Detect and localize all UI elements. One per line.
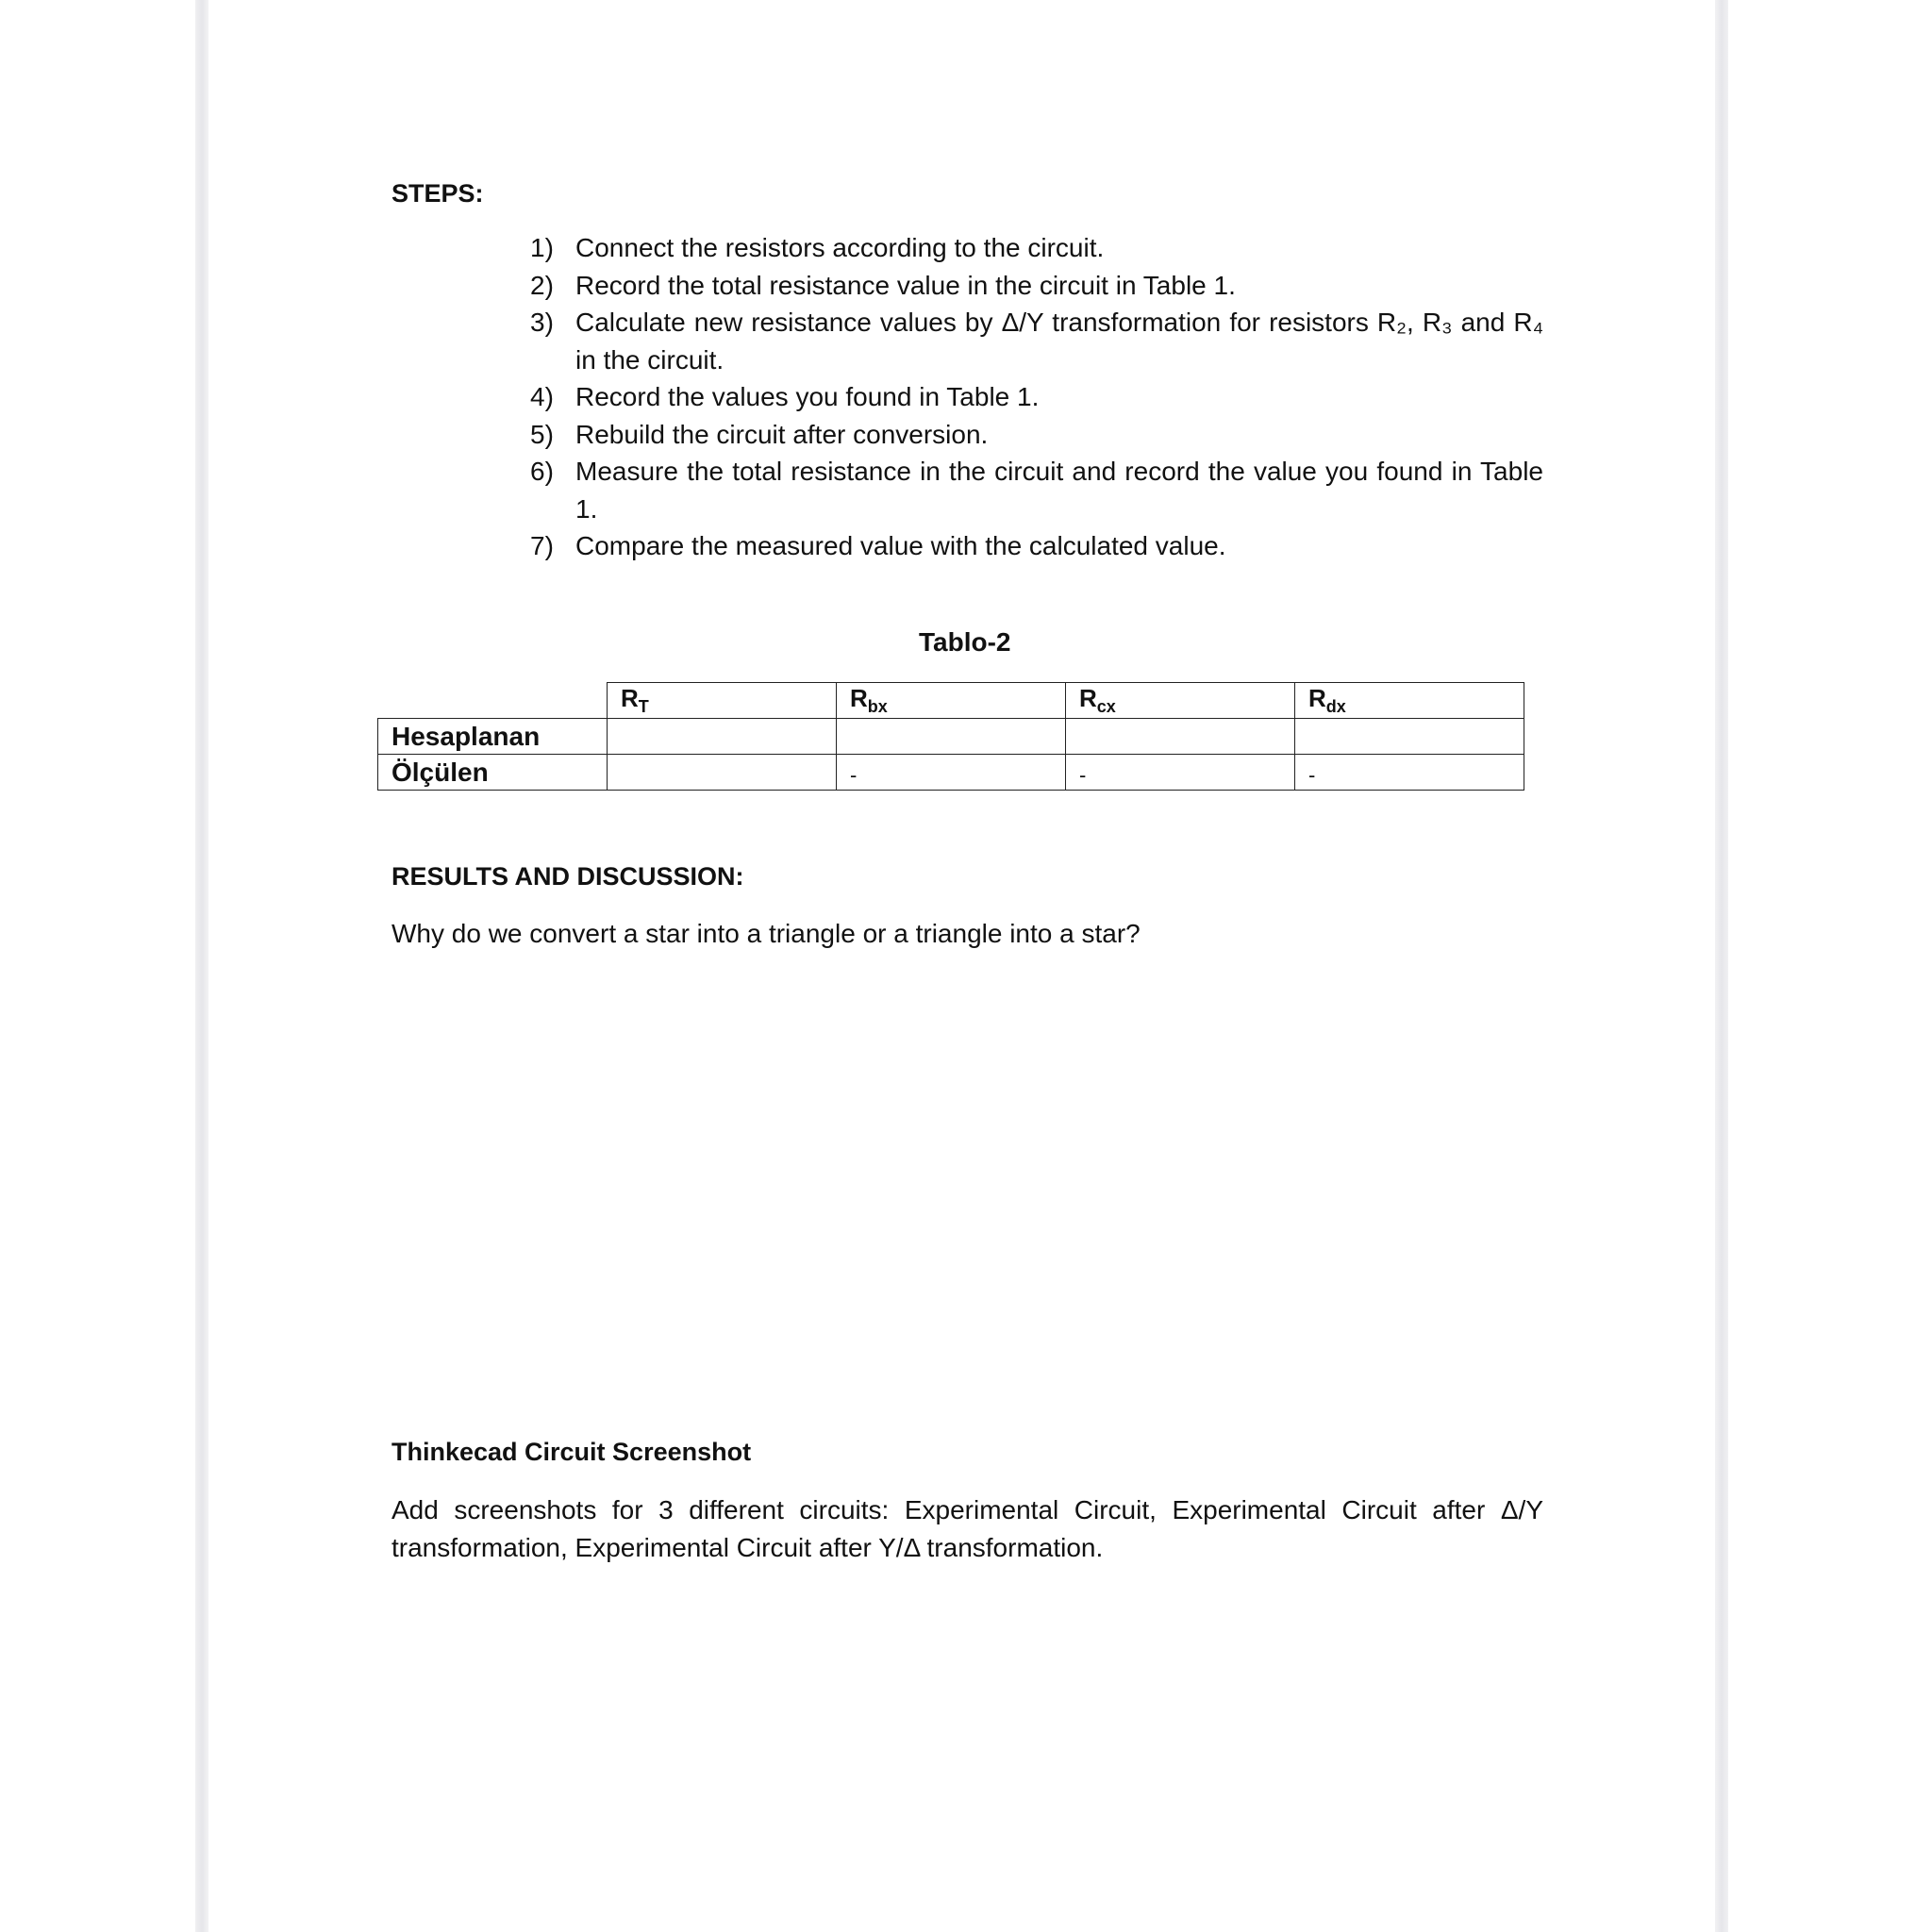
table-row (378, 719, 1524, 755)
table-corner-cell (378, 683, 608, 719)
step-text: Record the values you found in Table 1. (575, 382, 1040, 411)
step-number: 6) (530, 457, 554, 486)
step-number: 4) (530, 382, 554, 411)
column-header-rt: $R_T$ (608, 683, 837, 719)
list-item (515, 267, 1543, 305)
page-right-margin (1715, 0, 1728, 1932)
page-left-margin (195, 0, 208, 1932)
column-header-rdx: $R_{dx}$ (1295, 683, 1524, 719)
screenshot-section-heading: Thinkecad Circuit Screenshot (391, 1438, 752, 1466)
table-cell[interactable] (608, 719, 837, 755)
list-item (515, 378, 1543, 416)
list-item (515, 229, 1543, 267)
step-number: 1) (530, 233, 554, 262)
screenshot-instructions: Add screenshots for 3 different circuits: Experimental Circuit, Experimental Circuit after Δ/Y transformation, Experimental Circuit after Y/Δ transformation. (391, 1495, 1543, 1562)
table-cell[interactable] (837, 719, 1066, 755)
table-cell: - (1295, 755, 1524, 791)
steps-list (515, 229, 1543, 565)
steps-heading: STEPS: (391, 179, 484, 208)
step-number: 2) (530, 270, 554, 300)
table-cell[interactable] (608, 755, 837, 791)
step-text: Record the total resistance value in the circuit in Table 1. (575, 270, 1236, 300)
discussion-question: Why do we convert a star into a triangle or a triangle into a star? (391, 919, 1141, 948)
list-item (515, 416, 1543, 454)
results-table (377, 682, 1524, 791)
row-label-hesaplanan: Hesaplanan (378, 719, 608, 755)
step-text: Measure the total resistance in the circuit and record the value you found in Table 1. (575, 457, 1543, 524)
table-cell[interactable] (1066, 719, 1295, 755)
list-item (515, 453, 1543, 527)
table-row (378, 755, 1524, 791)
list-item (515, 527, 1543, 565)
table-caption: Tablo-2 (919, 627, 1011, 657)
list-item (515, 304, 1543, 378)
step-number: 3) (530, 308, 554, 337)
column-header-rcx: $R_{cx}$ (1066, 683, 1295, 719)
table-cell[interactable] (1295, 719, 1524, 755)
step-number: 7) (530, 531, 554, 560)
row-label-olculen: Ölçülen (378, 755, 608, 791)
step-text: Rebuild the circuit after conversion. (575, 419, 989, 449)
table-cell: - (837, 755, 1066, 791)
results-heading: RESULTS AND DISCUSSION: (391, 862, 744, 891)
table-header-row (378, 683, 1524, 719)
step-text: Calculate new resistance values by Δ/Y transformation for resistors R₂, R₃ and R₄ in the circuit. (575, 308, 1543, 375)
column-header-rbx: $R_{bx}$ (837, 683, 1066, 719)
step-number: 5) (530, 419, 554, 449)
table-cell: - (1066, 755, 1295, 791)
step-text: Compare the measured value with the calculated value. (575, 531, 1226, 560)
step-text: Connect the resistors according to the circuit. (575, 233, 1105, 262)
